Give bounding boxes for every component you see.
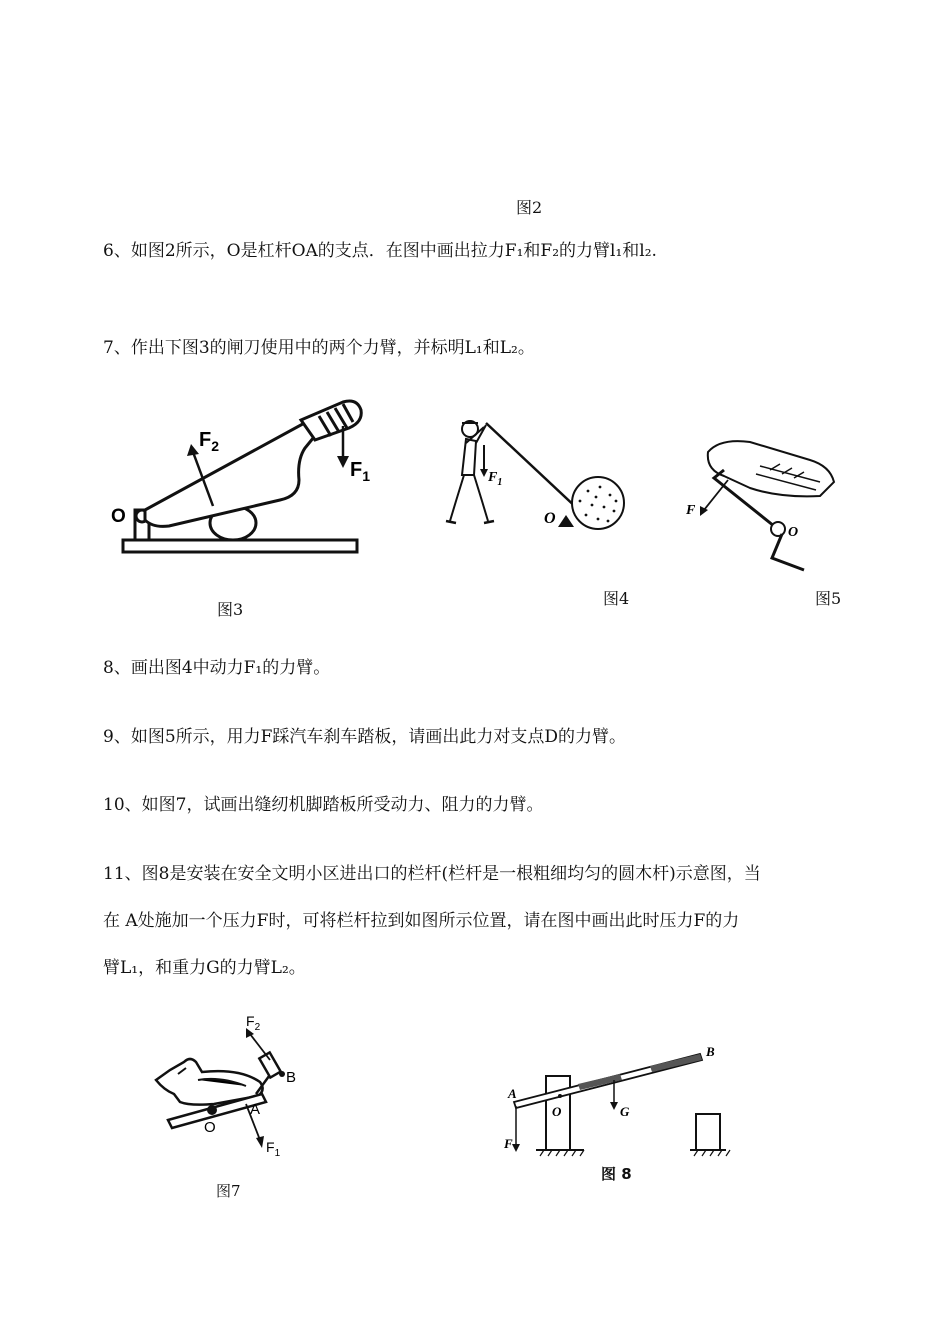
- label-o: O: [111, 506, 126, 527]
- rod-b: [259, 1052, 280, 1077]
- figure-7-sewing-pedal: [150, 1010, 310, 1160]
- question-7: 7、作出下图3的闸刀使用中的两个力臂，并标明L₁和L₂。: [103, 338, 535, 358]
- question-9: 9、如图5所示，用力F踩汽车刹车踏板，请画出此力对支点D的力臂。: [103, 727, 627, 747]
- figure-8-barrier-gate: [500, 1040, 780, 1160]
- post-right: [696, 1114, 720, 1150]
- fulcrum: [558, 515, 574, 527]
- figure-7-caption: 图7: [216, 1182, 241, 1200]
- label-a: A: [508, 1086, 517, 1101]
- question-8: 8、画出图4中动力F₁的力臂。: [103, 658, 331, 678]
- switch-blade: [145, 419, 323, 527]
- question-11-line-3: 臂L₁，和重力G的力臂L₂。: [103, 958, 306, 978]
- label-a: A: [250, 1101, 261, 1118]
- label-b: B: [286, 1069, 297, 1086]
- force-f2-arrow: [250, 1034, 270, 1060]
- label-f: F: [504, 1136, 513, 1151]
- label-o: O: [788, 525, 799, 540]
- figure-8-caption: 图 8: [601, 1165, 632, 1183]
- figure-3-knife-switch: [105, 390, 371, 560]
- label-b: B: [706, 1044, 715, 1059]
- label-f2: $F_2$: [199, 429, 220, 454]
- figure-2-caption: 图2: [516, 198, 543, 217]
- force-f-arrow: [704, 480, 728, 510]
- label-f: F: [686, 503, 696, 518]
- label-g: G: [620, 1104, 630, 1119]
- figure-3-caption: 图3: [217, 600, 244, 619]
- label-f1: $F_1$: [266, 1139, 281, 1159]
- pedal-pivot: [771, 522, 785, 536]
- figure-4-lever-stone: [430, 415, 630, 540]
- label-o: O: [204, 1119, 216, 1136]
- label-o: O: [552, 1104, 562, 1119]
- figure-5-brake-pedal: [670, 430, 845, 575]
- figure-4-caption: 图4: [603, 589, 630, 608]
- lever-bar: [486, 423, 580, 511]
- pivot-o: [207, 1105, 217, 1115]
- stone: [572, 477, 624, 529]
- base-plate: [123, 540, 357, 552]
- label-f2: $F_2$: [246, 1013, 261, 1033]
- person-body: [462, 439, 476, 475]
- question-6: 6、如图2所示，O是杠杆OA的支点．在图中画出拉力F₁和F₂的力臂l₁和l₂.: [103, 241, 657, 261]
- question-10: 10、如图7，试画出缝纫机脚踏板所受动力、阻力的力臂。: [103, 795, 544, 815]
- figure-5-caption: 图5: [815, 589, 842, 608]
- label-f1: $F_1$: [488, 470, 503, 488]
- label-f1: $F_1$: [350, 459, 371, 484]
- question-11-line-2: 在 A处施加一个压力F时，可将栏杆拉到如图所示位置，请在图中画出此时压力F的力: [103, 911, 740, 931]
- label-o: O: [544, 510, 556, 527]
- question-11-line-1: 11、图8是安装在安全文明小区进出口的栏杆(栏杆是一根粗细均匀的圆木杆)示意图，当: [103, 864, 761, 884]
